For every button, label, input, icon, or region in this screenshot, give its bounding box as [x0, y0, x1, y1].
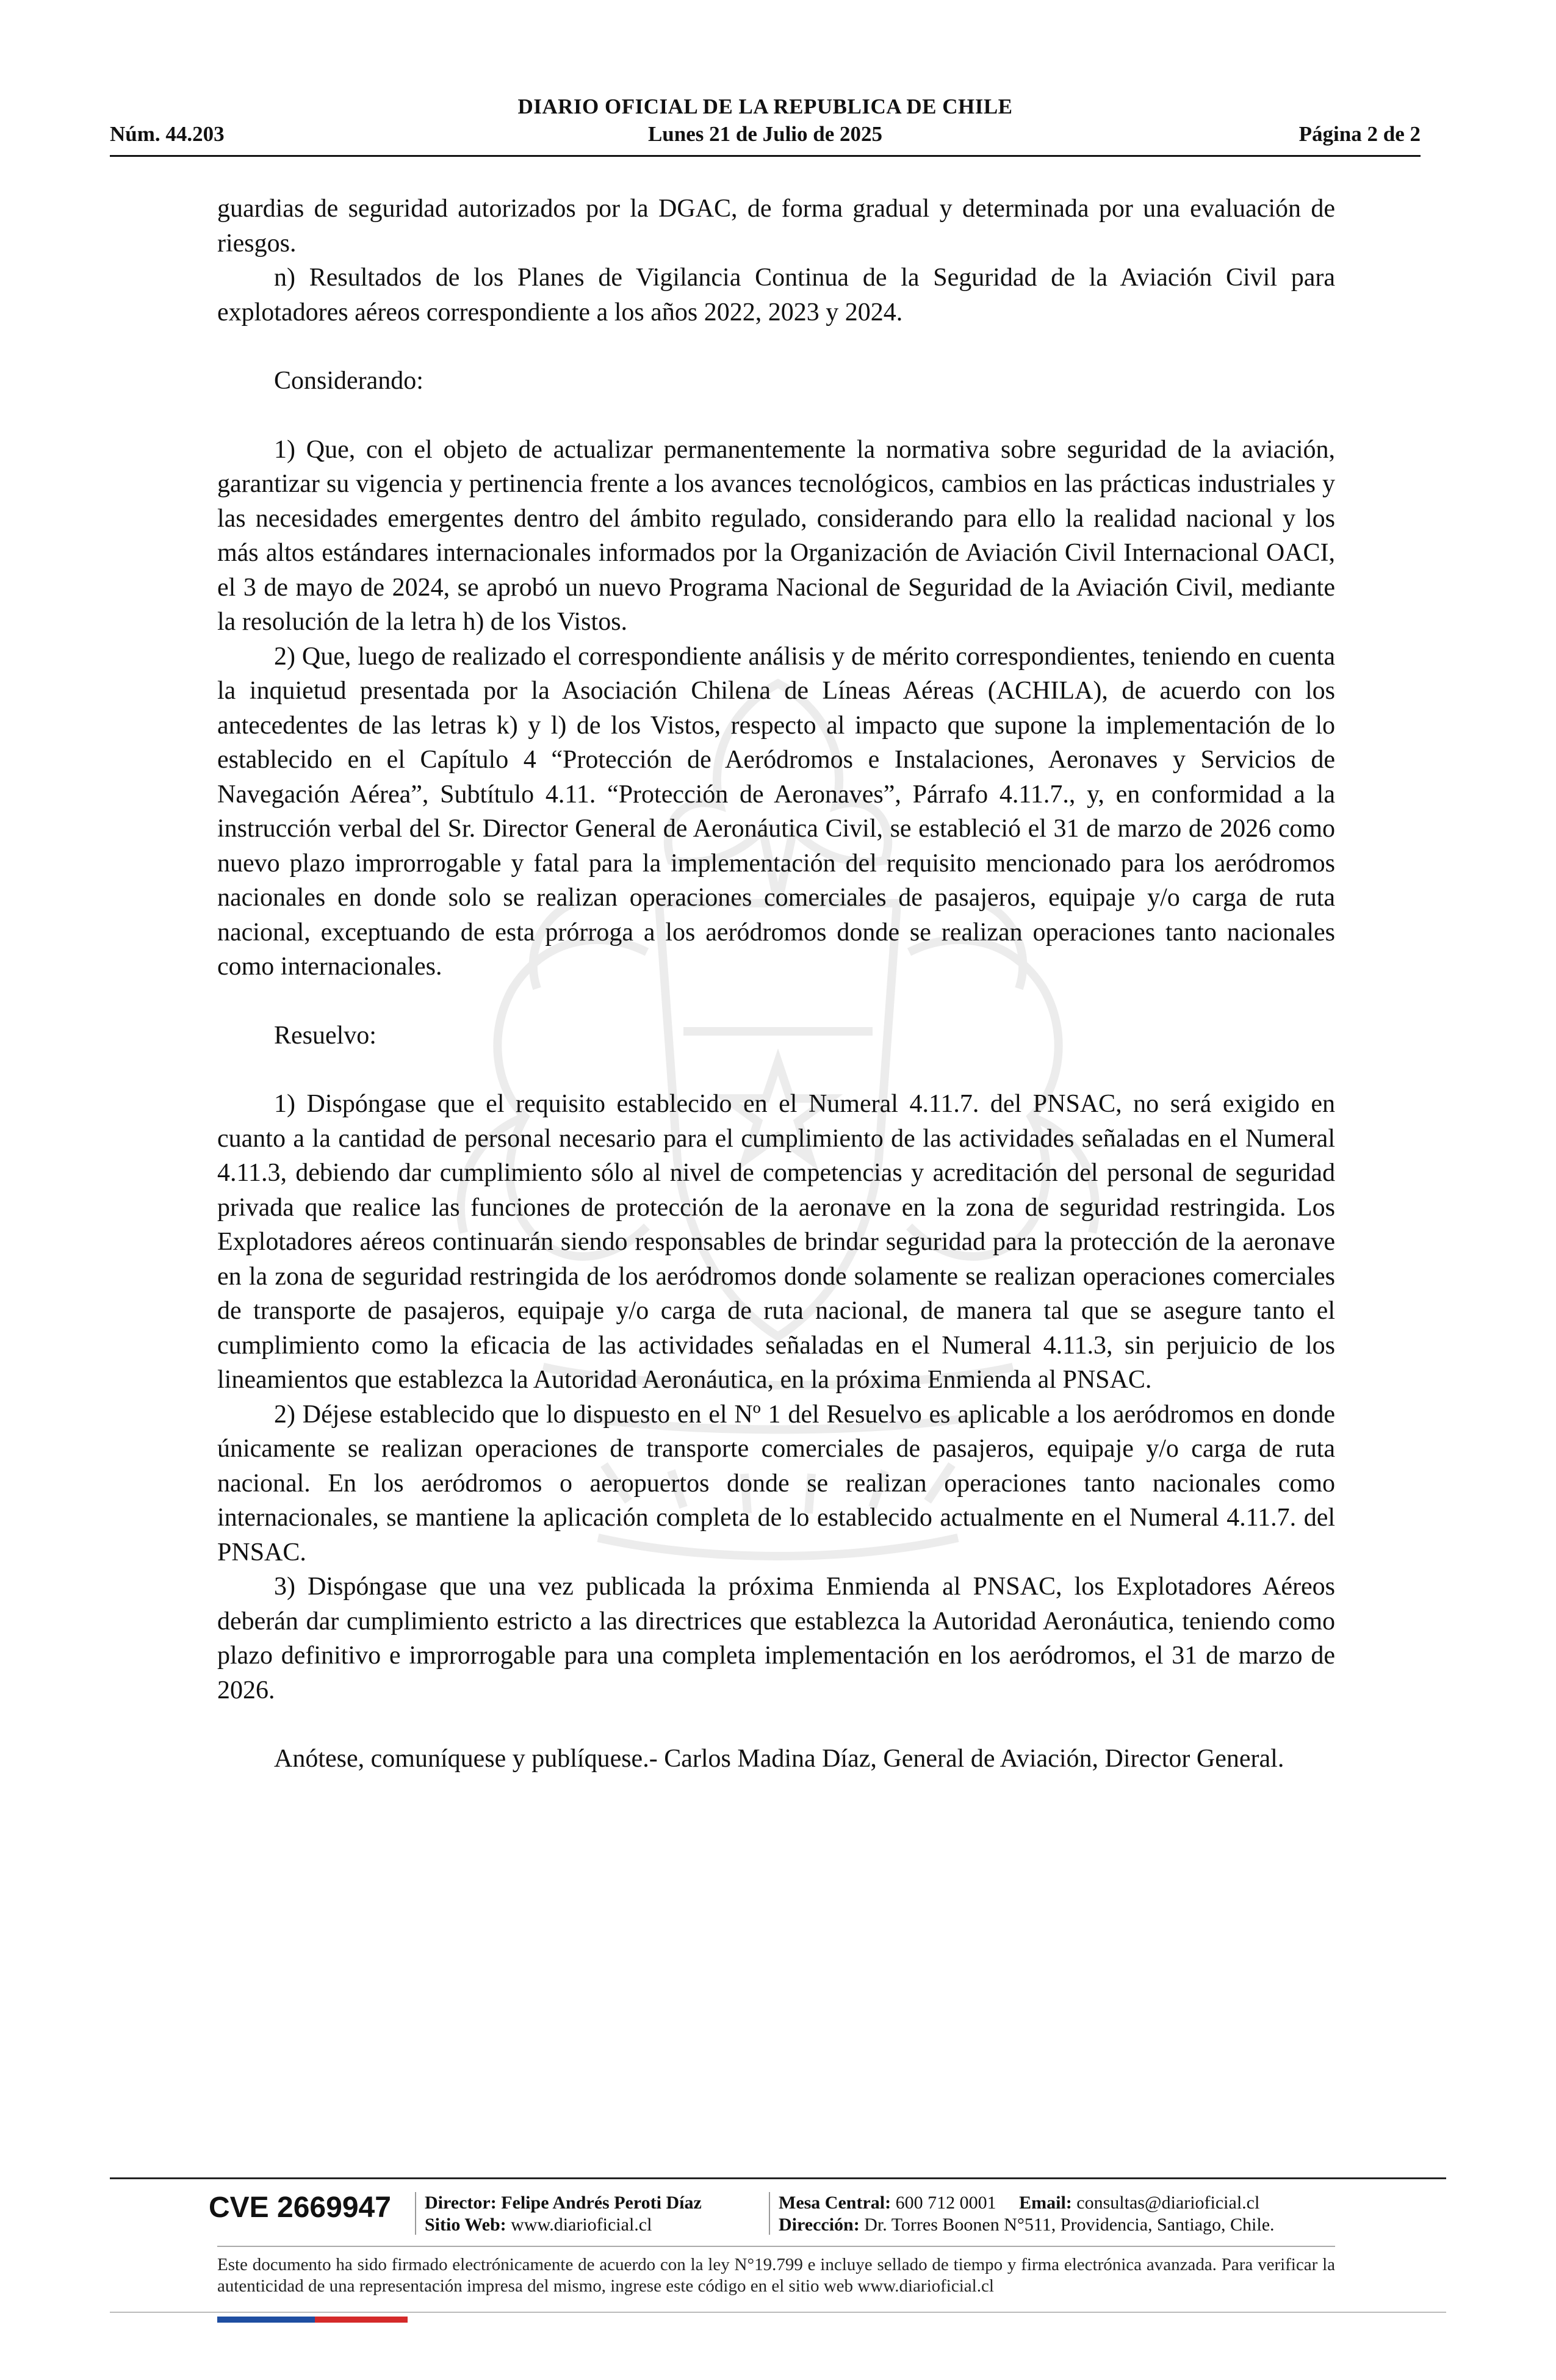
closing-signature: Anótese, comuníquese y publíquese.- Carlos Madina Díaz, General de Aviación, Director General.: [274, 1745, 1284, 1773]
resuelvo-heading: Resuelvo:: [274, 1021, 376, 1050]
footer-separator: [769, 2192, 770, 2235]
page-number: Página 2 de 2: [1298, 122, 1421, 146]
issue-number: Núm. 44.203: [110, 122, 225, 146]
document-body: [217, 192, 1335, 1776]
legal-notice: Este documento ha sido firmado electrónicamente de acuerdo con la ley N°19.799 e incluye sellado de tiempo y firma electrónica avanzada. Para verificar la autenticidad de una representación impresa del mismo, ingrese este código en el sitio web www.diarioficial.cl: [217, 2255, 1335, 2296]
footer-divider-top: [110, 2177, 1446, 2179]
issue-date: Lunes 21 de Julio de 2025: [647, 122, 883, 146]
page-header: [110, 95, 1421, 156]
email-label: Email:: [1019, 2193, 1072, 2213]
resuelvo-item-1: 1) Dispóngase que el requisito establecido en el Numeral 4.11.7. del PNSAC, no será exigido en cuanto a la cantidad de personal necesario para el cumplimiento de las actividades señaladas en el Numeral 4.11.3, debiendo dar cumplimiento sólo al nivel de competencias y acreditación del personal de seguridad privada que realice las funciones de protección de la aeronave en la zona de seguridad restringida. Los Explotadores aéreos continuarán siendo responsables de brindar seguridad para la protección de la aeronave en la zona de seguridad restringida de los aeródromos donde solamente se realizan operaciones comerciales de transporte de pasajeros, equipaje y/o carga de ruta nacional, de manera tal que se asegure tanto el cumplimiento como la eficacia de las actividades señaladas en el Numeral 4.11.3, sin perjuicio de los lineamientos que establezca la Autoridad Aeronáutica, en la próxima Enmienda al PNSAC.: [217, 1090, 1335, 1394]
resuelvo-item-3: 3) Dispóngase que una vez publicada la próxima Enmienda al PNSAC, los Explotadores Aéreos deberán dar cumplimiento estricto a las directrices que establezca la Autoridad Aeronáutica, teniendo como plazo definitivo e improrrogable para una completa implementación en los aeródromos, el 31 de marzo de 2026.: [217, 1573, 1335, 1704]
site-label: Sitio Web:: [425, 2215, 506, 2235]
considerando-heading: Considerando:: [274, 367, 423, 395]
newspaper-title: DIARIO OFICIAL DE LA REPUBLICA DE CHILE: [517, 95, 1013, 118]
paragraph-item-n: n) Resultados de los Planes de Vigilancia Continua de la Seguridad de la Aviación Civil para explotadores aéreos correspondiente a los años 2022, 2023 y 2024.: [217, 264, 1335, 326]
director-name: Felipe Andrés Peroti Díaz: [501, 2193, 702, 2213]
header-divider: [110, 155, 1421, 157]
director-label: Director:: [425, 2193, 497, 2213]
mesa-label: Mesa Central:: [779, 2193, 891, 2213]
address-text: Dr. Torres Boonen N°511, Providencia, Santiago, Chile.: [864, 2215, 1275, 2235]
paragraph-continuation: guardias de seguridad autorizados por la DGAC, de forma gradual y determinada por una evaluación de riesgos.: [217, 195, 1335, 258]
site-link[interactable]: www.diarioficial.cl: [511, 2215, 652, 2235]
footer-divider-mid: [217, 2246, 1335, 2247]
resuelvo-item-2: 2) Déjese establecido que lo dispuesto en el Nº 1 del Resuelvo es aplicable a los aeródromos en donde únicamente se realizan operaciones de transporte comerciales de pasajeros, equipaje y/o carga de ruta nacional. En los aeródromos o aeropuertos donde se realizan operaciones tanto nacionales como internacionales, se mantiene la aplicación completa de lo establecido actualmente en el Numeral 4.11.7. del PNSAC.: [217, 1400, 1335, 1567]
cve-code: CVE 2669947: [209, 2191, 391, 2224]
footer-divider-bottom: [110, 2312, 1446, 2313]
flag-stripe-red: [315, 2317, 408, 2323]
footer-director-block: [425, 2192, 702, 2236]
considerando-item-2: 2) Que, luego de realizado el correspondiente análisis y de mérito correspondientes, teniendo en cuenta la inquietud presentada por la Asociación Chilena de Líneas Aéreas (ACHILA), de acuerdo con los antecedentes de las letras k) y l) de los Vistos, respecto al impacto que supone la implementación de lo establecido en el Capítulo 4 “Protección de Aeródromos e Instalaciones, Aeronaves y Servicios de Navegación Aérea”, Subtítulo 4.11. “Protección de Aeronaves”, Párrafo 4.11.7., y, en conformidad a la instrucción verbal del Sr. Director General de Aeronáutica Civil, se estableció el 31 de marzo de 2026 como nuevo plazo improrrogable y fatal para la implementación del requisito mencionado para los aeródromos nacionales en donde solo se realizan operaciones comerciales de pasajeros, equipaje y/o carga de ruta nacional, exceptuando de esta prórroga a los aeródromos donde se realizan operaciones tanto nacionales como internacionales.: [217, 642, 1335, 981]
address-label: Dirección:: [779, 2215, 860, 2235]
footer-contact-block: [779, 2192, 1275, 2236]
mesa-phone: 600 712 0001: [895, 2193, 996, 2213]
email-link[interactable]: consultas@diarioficial.cl: [1076, 2193, 1260, 2213]
flag-stripe-blue: [217, 2317, 315, 2323]
considerando-item-1: 1) Que, con el objeto de actualizar permanentemente la normativa sobre seguridad de la aviación, garantizar su vigencia y pertinencia frente a los avances tecnológicos, cambios en las prácticas industriales y las necesidades emergentes dentro del ámbito regulado, considerando para ello la realidad nacional y los más altos estándares internacionales informados por la Organización de Aviación Civil Internacional OACI, el 3 de mayo de 2024, se aprobó un nuevo Programa Nacional de Seguridad de la Aviación Civil, mediante la resolución de la letra h) de los Vistos.: [217, 435, 1335, 636]
footer-separator: [415, 2192, 416, 2235]
